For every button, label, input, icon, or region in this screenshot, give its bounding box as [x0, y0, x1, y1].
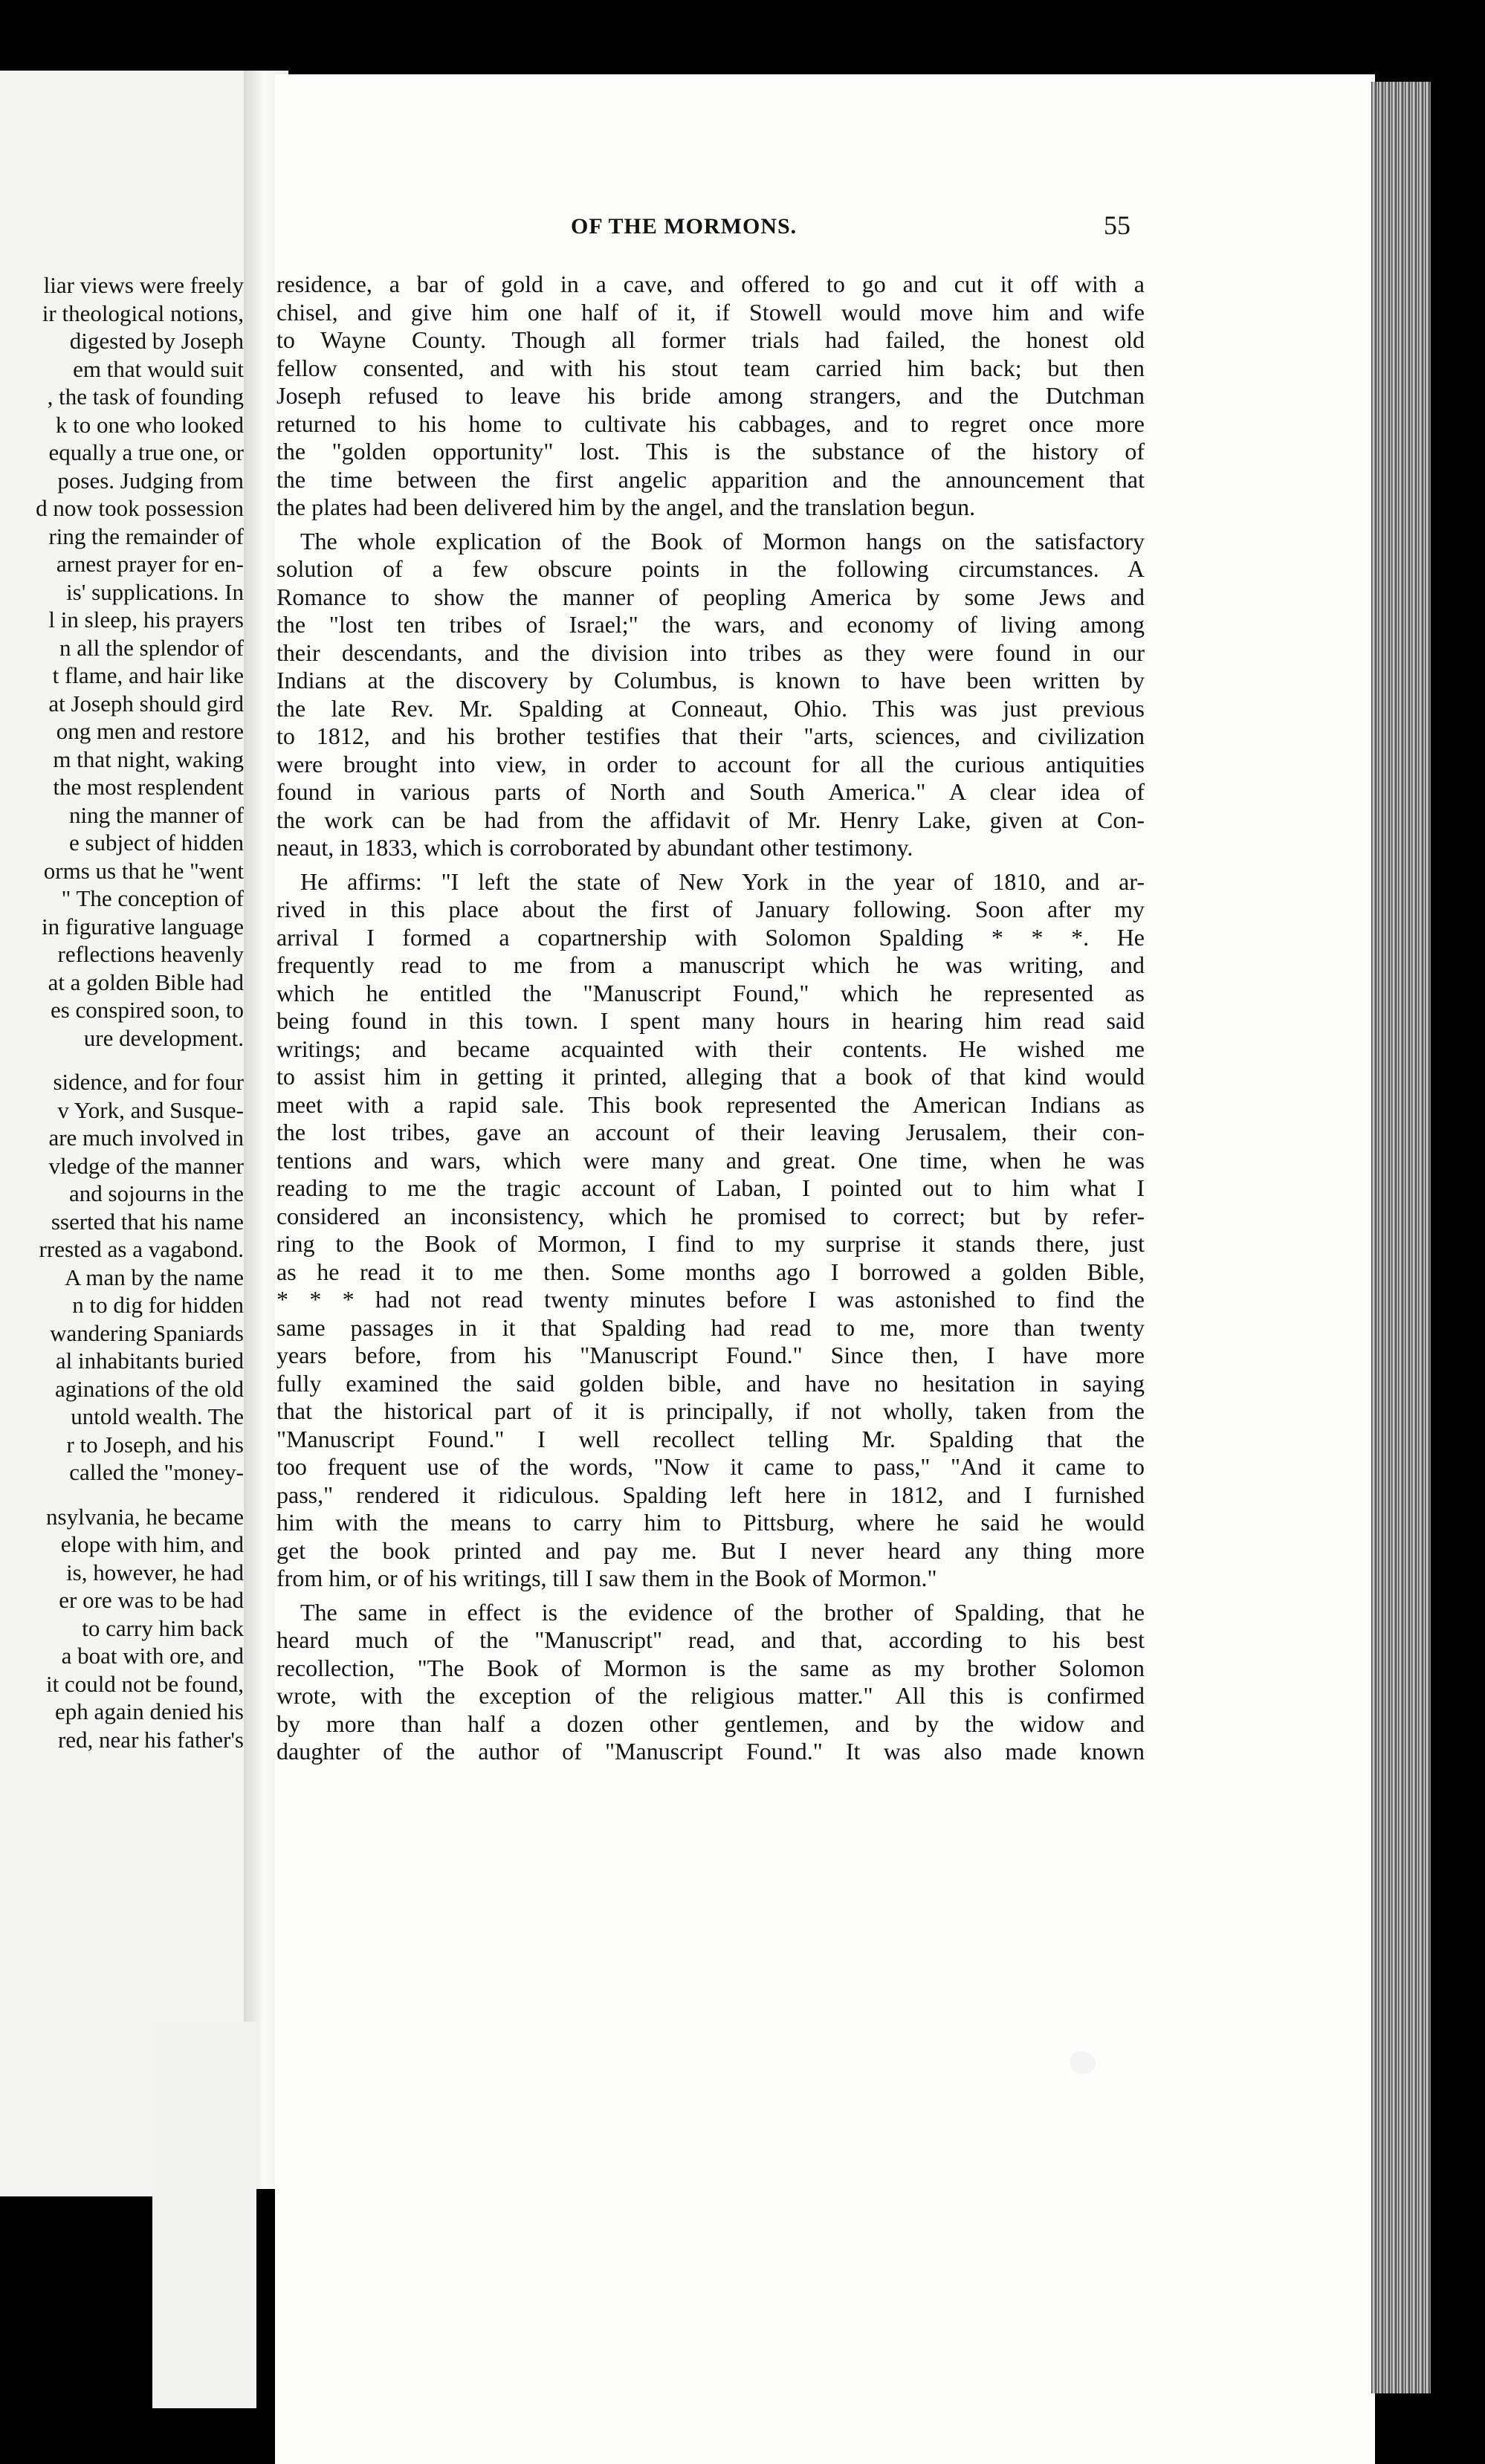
left-page-line: untold wealth. The [71, 1403, 244, 1429]
text-line: Indians at the discovery by Columbus, is known to have been written by [276, 667, 1145, 693]
left-page-line: and sojourns in the [68, 1180, 244, 1206]
text-line: to 1812, and his brother testifies that their "arts, sciences, and civilization [276, 722, 1145, 749]
left-page-line: wandering Spaniards [50, 1319, 244, 1346]
left-page-line: er ore was to be had [59, 1587, 244, 1613]
left-page-line: at a golden Bible had [48, 969, 244, 995]
left-page-line: v York, and Susque- [57, 1096, 244, 1123]
paragraph [276, 271, 1145, 522]
left-page-line: poses. Judging from [57, 467, 244, 494]
left-page-line: ring the remainder of [48, 523, 244, 549]
left-page-line: in figurative language [41, 913, 244, 940]
text-line: meet with a rapid sale. This book represented the American Indians as [276, 1090, 1145, 1118]
left-page-line: at Joseph should gird [48, 690, 244, 717]
paragraph [276, 528, 1145, 862]
left-page-line: , the task of founding [47, 384, 244, 410]
text-line: the "golden opportunity" lost. This is the substance of the history of [276, 438, 1145, 465]
text-line: to Wayne County. Though all former trials had failed, the honest old [276, 326, 1145, 353]
left-page-line: elope with him, and [60, 1531, 244, 1557]
text-line: rived in this place about the first of January following. Soon after my [276, 896, 1145, 922]
text-line: too frequent use of the words, "Now it came to pass," "And it came to [276, 1453, 1145, 1480]
text-line: the lost tribes, gave an account of their leaving Jerusalem, their con- [276, 1119, 1145, 1145]
left-page-line: called the "money- [69, 1459, 244, 1485]
left-page-line: A man by the name [64, 1264, 244, 1290]
text-line: frequently read to me from a manuscript which he was writing, and [276, 951, 1145, 978]
text-line: being found in this town. I spent many hours in hearing him read said [276, 1007, 1145, 1034]
page-tab [152, 2022, 256, 2408]
text-line: arrival I formed a copartnership with Solomon Spalding * * *. He [276, 923, 1145, 951]
text-line: the time between the first angelic apparition and the announcement that [276, 465, 1145, 493]
left-page-line: " The conception of [61, 885, 244, 911]
paragraph [276, 868, 1145, 1593]
left-page-line: liar views were freely [43, 272, 244, 298]
ink-blot [1070, 2051, 1096, 2074]
text-line: which he entitled the "Manuscript Found," which he represented as [276, 979, 1145, 1006]
left-page-line: nsylvania, he became [46, 1503, 244, 1530]
left-page-line: es conspired soon, to [50, 997, 244, 1023]
text-line: pass," rendered it ridiculous. Spalding left here in 1812, and I furnished [276, 1481, 1145, 1508]
text-line: heard much of the "Manuscript" read, and that, according to his best [276, 1626, 1145, 1653]
left-page-line: equally a true one, or [48, 439, 244, 465]
left-page-line: orms us that he "went [43, 857, 244, 884]
text-line: get the book printed and pay me. But I never heard any thing more [276, 1536, 1145, 1564]
left-page-line: n to dig for hidden [72, 1292, 244, 1318]
left-page-line: a boat with ore, and [61, 1643, 244, 1669]
left-page-line: m that night, waking [53, 746, 244, 772]
text-line: Joseph refused to leave his bride among strangers, and the Dutchman [276, 382, 1145, 409]
text-line: The whole explication of the Book of Mormon hangs on the satisfactory [300, 527, 1145, 554]
left-page-line: digested by Joseph [69, 328, 244, 354]
text-line: recollection, "The Book of Mormon is the same as my brother Solomon [276, 1654, 1145, 1681]
text-line: same passages in it that Spalding had read to me, more than twenty [276, 1313, 1145, 1341]
left-page-line: t flame, and hair like [52, 662, 244, 688]
text-line: Romance to show the manner of peopling America by some Jews and [276, 583, 1145, 610]
left-page-gap [0, 1052, 244, 1068]
left-page-line: arnest prayer for en- [56, 551, 244, 577]
text-line: The same in effect is the evidence of the brother of Spalding, that he [300, 1598, 1145, 1626]
text-line: chisel, and give him one half of it, if Stowell would move him and wife [276, 298, 1145, 326]
text-line: the work can be had from the affidavit of Mr. Henry Lake, given at Con- [276, 806, 1145, 833]
text-line: found in various parts of North and South America." A clear idea of [276, 778, 1145, 805]
text-line: were brought into view, in order to account for all the curious antiquities [276, 750, 1145, 777]
left-page-line: al inhabitants buried [55, 1348, 244, 1374]
left-page-line: em that would suit [73, 355, 244, 382]
left-page-line: n all the splendor of [59, 634, 244, 661]
running-head: OF THE MORMONS. [571, 214, 798, 239]
left-page-line: ning the manner of [68, 801, 244, 828]
text-line: "Manuscript Found." I well recollect telling Mr. Spalding that the [276, 1425, 1145, 1452]
text-line: their descendants, and the division into tribes as they were found in our [276, 638, 1145, 666]
left-page-text [0, 271, 244, 1753]
text-line: to assist him in getting it printed, alleging that a book of that kind would [276, 1063, 1145, 1090]
text-line: as he read it to me then. Some months ago I borrowed a golden Bible, [276, 1258, 1145, 1285]
left-page-fragment [0, 71, 253, 2196]
text-line: writings; and became acquainted with their contents. He wished me [276, 1035, 1145, 1062]
text-line: the late Rev. Mr. Spalding at Conneaut, Ohio. This was just previous [276, 694, 1145, 722]
page-number: 55 [1104, 210, 1130, 240]
left-page-line: l in sleep, his prayers [48, 607, 244, 633]
left-page-line: ure development. [83, 1024, 244, 1051]
text-line: solution of a few obscure points in the following circumstances. A [276, 555, 1145, 582]
left-page-line: sidence, and for four [53, 1069, 244, 1095]
left-page-line: e subject of hidden [68, 830, 244, 856]
body-text [276, 271, 1145, 1766]
text-line: wrote, with the exception of the religious matter." All this is confirmed [276, 1682, 1145, 1709]
left-page-line: it could not be found, [45, 1670, 244, 1697]
left-page-line: sserted that his name [51, 1208, 244, 1235]
left-page-line: are much involved in [48, 1125, 244, 1151]
text-line: * * * had not read twenty minutes before I was astonished to find the [276, 1286, 1145, 1313]
text-line: He affirms: "I left the state of New York in the year of 1810, and ar- [300, 867, 1145, 895]
text-line: ring to the Book of Mormon, I find to my surprise it stands there, just [276, 1230, 1145, 1257]
text-line: daughter of the author of "Manuscript Found." It was also made known [276, 1738, 1145, 1765]
text-line: that the historical part of it is principally, if not wholly, taken from the [276, 1397, 1145, 1424]
text-line: fellow consented, and with his stout team carried him back; but then [276, 354, 1145, 381]
left-page-line: eph again denied his [55, 1698, 244, 1724]
left-page-line: ir theological notions, [42, 300, 244, 326]
left-page-line: vledge of the manner [48, 1152, 244, 1179]
left-page-line: the most resplendent [53, 774, 244, 800]
text-line: him with the means to carry him to Pittsburg, where he said he would [276, 1509, 1145, 1536]
left-page-line: ong men and restore [56, 718, 244, 744]
text-line: fully examined the said golden bible, and have no hesitation in saying [276, 1369, 1145, 1397]
left-page-line: rrested as a vagabond. [39, 1236, 244, 1262]
text-line: neaut, in 1833, which is corroborated by abundant other testimony. [276, 834, 913, 861]
left-page-line: aginations of the old [55, 1375, 244, 1402]
paragraph [276, 1599, 1145, 1766]
text-line: residence, a bar of gold in a cave, and offered to go and cut it off with a [276, 271, 1145, 297]
text-line: years before, from his "Manuscript Found." Since then, I have more [276, 1342, 1145, 1368]
left-page-line: to carry him back [82, 1614, 244, 1641]
left-page-line: is, however, he had [66, 1559, 244, 1585]
left-page-line: d now took possession [36, 495, 244, 521]
text-line: tentions and wars, which were many and great. One time, when he was [276, 1146, 1145, 1174]
text-line: by more than half a dozen other gentlemen, and by the widow and [276, 1710, 1145, 1737]
left-page-line: red, near his father's [57, 1726, 244, 1753]
text-line: the plates had been delivered him by the angel, and the translation begun. [276, 494, 976, 520]
left-page-line: is' supplications. In [66, 578, 244, 605]
text-line: returned to his home to cultivate his cabbages, and to regret once more [276, 410, 1145, 437]
text-line: the "lost ten tribes of Israel;" the wars, and economy of living among [276, 611, 1145, 638]
left-page-line: k to one who looked [55, 411, 244, 438]
left-page-line: r to Joseph, and his [66, 1431, 244, 1458]
text-line: reading to me the tragic account of Laban, I pointed out to him what I [276, 1174, 1145, 1201]
text-line: from him, or of his writings, till I saw them in the Book of Mormon." [276, 1565, 937, 1591]
page-edge-stack [1371, 82, 1431, 2393]
left-page-line: reflections heavenly [57, 941, 244, 967]
text-line: considered an inconsistency, which he promised to correct; but by refer- [276, 1202, 1145, 1229]
left-page-gap [0, 1487, 244, 1503]
